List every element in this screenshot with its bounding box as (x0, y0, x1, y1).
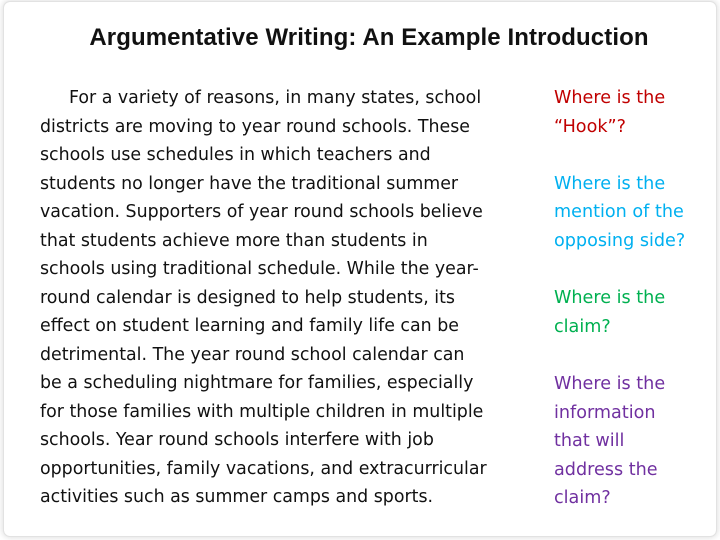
hook-question-line: Where is the (554, 88, 666, 108)
information-question-line: claim? (554, 488, 611, 508)
paragraph-line: students no longer have the traditional summer (40, 173, 459, 194)
hook-question-line: “Hook”? (554, 116, 626, 137)
paragraph-line: activities such as summer camps and sports. (40, 487, 434, 507)
information-question-line: that will (554, 431, 625, 451)
opposing-side-question-line: Where is the (554, 173, 666, 194)
paragraph-line: for those families with multiple children in multiple (40, 401, 484, 422)
paragraph-line: effect on student learning and family life can be (40, 316, 459, 336)
paragraph-line: opportunities, family vacations, and extracurricular (40, 458, 487, 479)
paragraph-line: detrimental. The year round school calendar can (40, 344, 465, 365)
paragraph-line: schools using traditional schedule. While the year- (40, 259, 479, 279)
claim-question-line: claim? (554, 316, 611, 337)
paragraph-line: vacation. Supporters of year round schools believe (40, 202, 483, 222)
paragraph-line: schools use schedules in which teachers and (40, 145, 431, 165)
paragraph-line: For a variety of reasons, in many states, school (69, 88, 482, 108)
information-question-line: Where is the (554, 374, 666, 394)
hook-question (554, 84, 665, 141)
information-question-line: address the (554, 459, 658, 480)
opposing-side-question-line: mention of the (554, 202, 684, 222)
opposing-side-question-line: opposing side? (554, 230, 686, 251)
paragraph-line: districts are moving to year round schools. These (40, 116, 470, 137)
paragraph-line: be a scheduling nightmare for families, especially (40, 373, 474, 393)
paragraph-line: that students achieve more than students in (40, 230, 428, 251)
information-question (554, 370, 665, 513)
introduction-paragraph (40, 84, 550, 512)
paragraph-line: schools. Year round schools interfere with job (40, 430, 434, 450)
claim-question (554, 284, 665, 341)
opposing-side-question (554, 170, 685, 256)
claim-question-line: Where is the (554, 288, 666, 308)
information-question-line: information (554, 402, 656, 423)
slide-title: Argumentative Writing: An Example Introduction (89, 24, 649, 51)
paragraph-line: round calendar is designed to help students, its (40, 287, 455, 308)
